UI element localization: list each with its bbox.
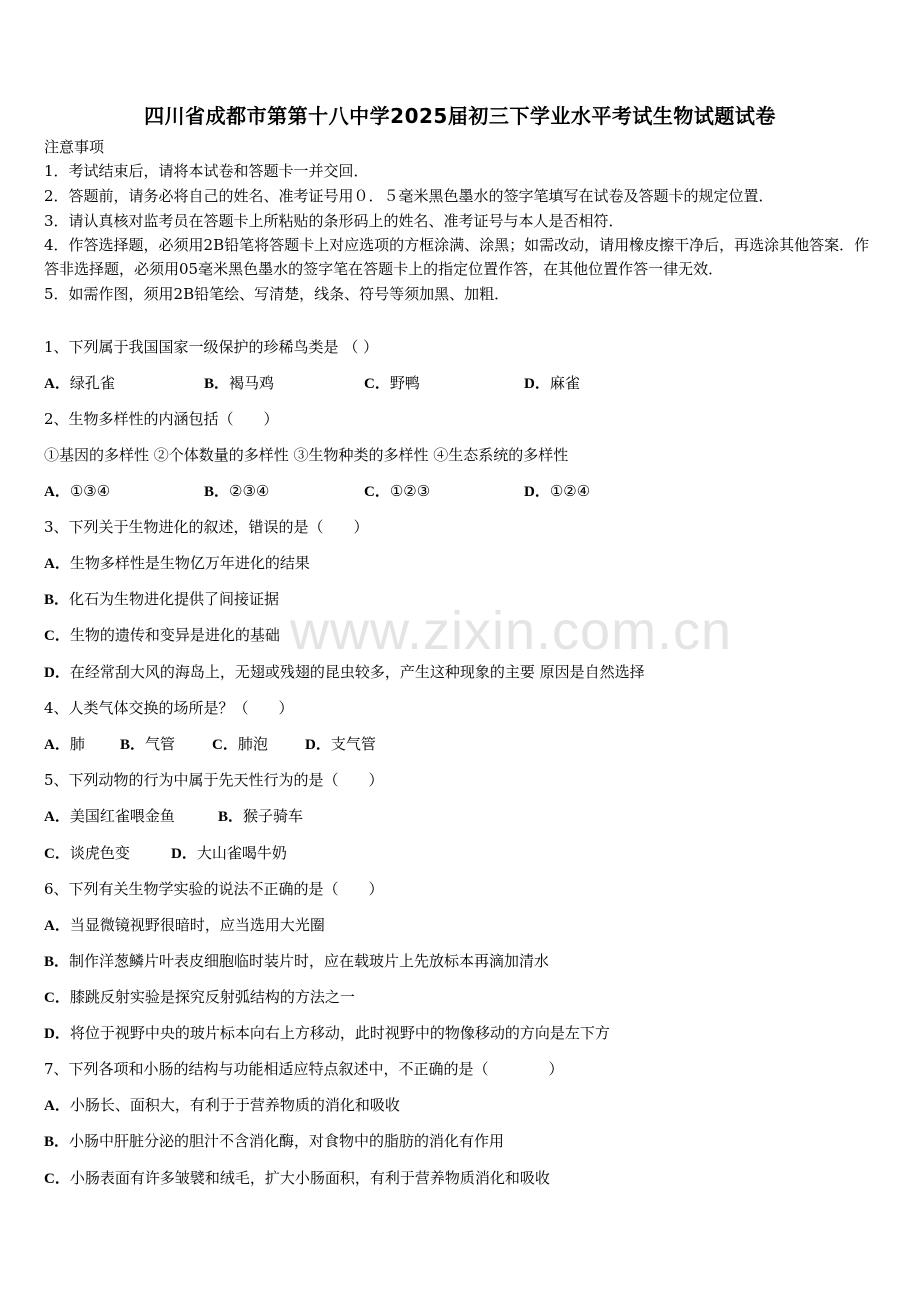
option-b: B．制作洋葱鳞片叶表皮细胞临时装片时，应在载玻片上先放标本再滴加清水	[44, 952, 550, 970]
notice-item: 1．考试结束后，请将本试卷和答题卡一并交回．	[44, 162, 369, 180]
option-d: D．在经常刮大风的海岛上，无翅或残翅的昆虫较多，产生这种现象的主要 原因是自然选择	[44, 663, 645, 681]
option-d: D．支气管	[305, 735, 376, 753]
question-stem: 4、人类气体交换的场所是？（ ）	[44, 699, 294, 717]
question-statements: ①基因的多样性 ②个体数量的多样性 ③生物种类的多样性 ④生态系统的多样性	[44, 446, 569, 464]
option-b: B．气管	[120, 735, 176, 753]
option-c: C．生物的遗传和变异是进化的基础	[44, 626, 280, 644]
watermark: www.zixin.com.cn	[290, 601, 733, 661]
question-stem: 1、下列属于我国国家一级保护的珍稀鸟类是 （ ）	[44, 338, 379, 356]
option-c: C．谈虎色变	[44, 844, 130, 862]
option-d: D．麻雀	[524, 374, 580, 392]
option-c: C．肺泡	[212, 735, 268, 753]
notice-item: 3．请认真核对监考员在答题卡上所粘贴的条形码上的姓名、准考证号与本人是否相符．	[44, 212, 624, 230]
option-a: A．肺	[44, 735, 85, 753]
option-b: B．化石为生物进化提供了间接证据	[44, 590, 280, 608]
option-b: B．②③④	[204, 482, 270, 500]
option-a: A．绿孔雀	[44, 374, 115, 392]
notice-item: 5．如需作图，须用2B铅笔绘、写清楚，线条、符号等须加黑、加粗．	[44, 285, 510, 303]
option-a: A．生物多样性是生物亿万年进化的结果	[44, 554, 310, 572]
option-c: C．野鸭	[364, 374, 420, 392]
option-d: D．将位于视野中央的玻片标本向右上方移动，此时视野中的物像移动的方向是左下方	[44, 1024, 610, 1042]
option-d: D．大山雀喝牛奶	[171, 844, 287, 862]
option-b: B．猴子骑车	[218, 807, 304, 825]
question-stem: 2、生物多样性的内涵包括（ ）	[44, 410, 279, 428]
option-a: A．①③④	[44, 482, 111, 500]
option-d: D．①②④	[524, 482, 591, 500]
page-title: 四川省成都市第第十八中学2025届初三下学业水平考试生物试题试卷	[144, 104, 776, 128]
notice-item: 2．答题前，请务必将自己的姓名、准考证号用０．５毫米黑色墨水的签字笔填写在试卷及答题卡的规定位置．	[44, 187, 774, 205]
question-stem: 5、下列动物的行为中属于先天性行为的是（ ）	[44, 771, 384, 789]
option-c: C．①②③	[364, 482, 431, 500]
notice-heading: 注意事项	[44, 138, 105, 156]
question-stem: 3、下列关于生物进化的叙述，错误的是（ ）	[44, 518, 369, 536]
option-a: A．美国红雀喂金鱼	[44, 807, 175, 825]
option-a: A．当显微镜视野很暗时，应当选用大光圈	[44, 916, 325, 934]
question-stem: 7、下列各项和小肠的结构与功能相适应特点叙述中，不正确的是（ ）	[44, 1060, 564, 1078]
notice-item: 4．作答选择题，必须用2B铅笔将答题卡上对应选项的方框涂满、涂黑；如需改动，请用橡皮擦干净后，再选涂其他答案．作答非选择题，必须用05毫米黑色墨水的签字笔在答题卡上的指定位置作答，在其他位置作答一律无效．	[44, 236, 870, 278]
option-c: C．膝跳反射实验是探究反射弧结构的方法之一	[44, 988, 355, 1006]
question-stem: 6、下列有关生物学实验的说法不正确的是（ ）	[44, 880, 384, 898]
option-b: B．小肠中肝脏分泌的胆汁不含消化酶，对食物中的脂肪的消化有作用	[44, 1132, 505, 1150]
option-b: B．褐马鸡	[204, 374, 275, 392]
option-c: C．小肠表面有许多皱襞和绒毛，扩大小肠面积，有利于营养物质消化和吸收	[44, 1169, 550, 1187]
option-a: A．小肠长、面积大，有利于于营养物质的消化和吸收	[44, 1096, 400, 1114]
